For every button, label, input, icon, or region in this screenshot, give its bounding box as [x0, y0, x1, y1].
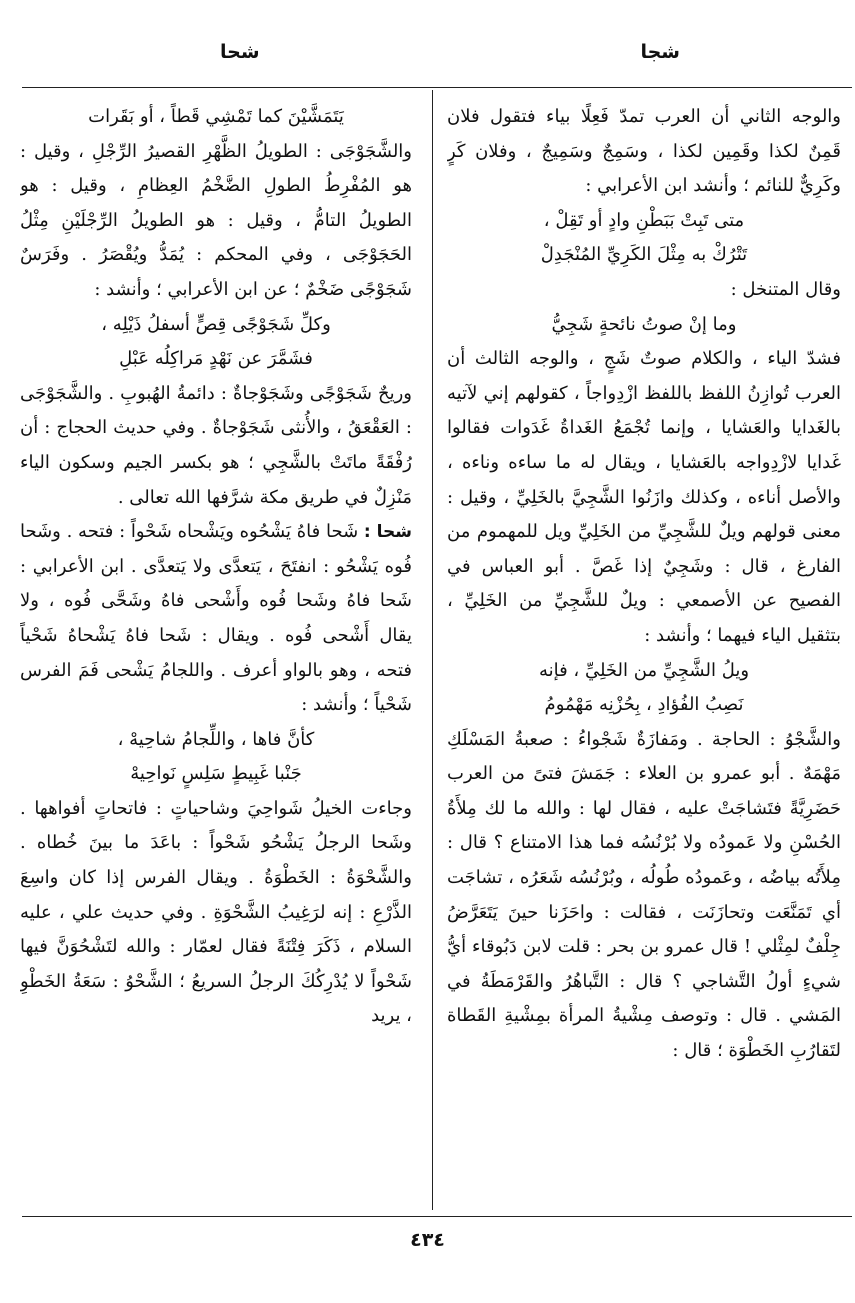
entry-text: شَحا فاهُ يَشْحُوه ويَشْحاه شَحْواً : فتحه . وشَحا فُوه يَشْحُو : انفتَحَ ، يَتعدَّى ولا يَتعدَّى . ابن الأعرابي : شَحا فاهُ وشَحا فُوه وأَشْحى فاهُ وشَحَّى فُوه ، ولا يقال أَشْحى فُوه . ويقال : شَحا فاهُ يَشْحاهُ شَحْياً فتحه ، وهو بالواو أعرف . واللجامُ يَشْحى فَمَ الفرس شَحْياً ؛ وأنشد : [20, 521, 412, 716]
paragraph: وجاءت الخيلُ شَواحِيَ وشاحياتٍ : فاتحاتٍ أفواهها . وشَحا الرجلُ يَشْحُو شَحْواً : باعَدَ ما بينَ خُطاه . والشَّحْوَةُ : الخَطْوَةُ . ويقال الفرس إذا كان واسِعَ الذَّرْعِ : إنه لرَغِيبُ الشَّحْوَةِ . وفي حديث علي ، عليه السلام ، ذَكَرَ فِتْنَةً فقال لعمّار : والله لتَشْحُوَنَّ فيها شَحْواً لا يُدْرِكُكَ الرجلُ السريعُ ؛ الشَّحْوُ : سَعَةُ الخَطْوِ ، يريد [20, 797, 412, 1027]
column-divider [432, 90, 433, 1210]
paragraph: والوجه الثاني أن العرب تمدّ فَعِلًا بياء فتقول فلان قَمِنٌ لكذا وقَمِين لكذا ، وسَمِجٌ وسَمِيجٌ ، وفلان كَرٍ وكَرِيٌّ للنائم ؛ وأنشد ابن الأعرابي : [447, 106, 841, 197]
verse-line: جَنْبا غَبِيطٍ سَلِسٍ نَواحِيهْ [130, 763, 302, 785]
verse-line: ويلُ الشَّجِيِّ من الخَلِيِّ ، فإنه [538, 659, 750, 681]
verse-line: وما إنْ صوتُ نائحةٍ شَجِيُّ [551, 313, 737, 335]
running-head-right: شجا [640, 41, 680, 63]
top-rule [22, 87, 852, 88]
verse-line: متى تَبِتْ بَبَطْنِ وادٍ أو تَقِلْ ، [543, 209, 745, 231]
paragraph: وقال المتنخل : [730, 278, 841, 300]
entry-headword: شحا : [363, 522, 412, 543]
verse-line: تَتْرُكْ به مِثْلَ الكَرِيِّ المُنْجَدِلْ [540, 244, 748, 266]
page-number: ٤٣٤ [410, 1229, 445, 1251]
verse-line: وكلِّ شَجَوْجًى قِصٍّ أسفلُ ذَيْلِه ، [101, 313, 331, 335]
right-column [447, 100, 841, 1206]
verse-line: نَصِبُ الفُؤادِ ، بِحُزْنِه مَهْمُومُ [544, 694, 744, 716]
paragraph: والشَّجْوُ : الحاجة . ومَفازَةٌ شَجْواءُ : صعبةُ المَسْلَكِ مَهْمَهٌ . أبو عمرو بن العلاء : جَمَشَ فتىً من العرب حَضَرِيَّةً فتَشاجَتْ عليه ، فقال لها : والله ما لك مِلأَةُ الحُسْنِ ولا عَمودُه ولا بُرْنُسُه فما هذا الامتناع ؟ قال : مِلأَتُه بياضُه ، وعَمودُه طُولُه ، وبُرْنُسُه شَعَرُه ، تشاجَت أي تَمَنَّعَت وتحازَنَت ، فقالت : واحَزَنا حينَ يَتَعَرَّضُ جِلْفٌ لمِثْلي ! قال عمرو بن بحر : قلت لابن دَبُوقاء أيُّ شيءٍ أولُ التَّشاجي ؟ قال : التَّباهُرُ والقَرْمَطَةُ في المَشي . قال : وتوصف مِشْيةُ المرأة بمِشْيةِ القَطاة لتَقارُبِ الخَطْوَة ؛ قال : [447, 728, 841, 1062]
paragraph: والشَّجَوْجَى : الطويلُ الظَّهْرِ القصيرُ الرِّجْلِ ، وقيل : هو المُفْرِطُ الطولِ الضَّخْمُ العِظامِ ، وقيل : هو الطويلُ التامُّ ، وقيل : هو الطويلُ الرِّجْلَيْنِ مِثْلُ الحَجَوْجَى ، وفي المحكم : يُمَدُّ ويُقْصَرُ . وفَرَسٌ شَجَوْجًى ضَخْمٌ ؛ عن ابن الأعرابي ؛ وأنشد : [20, 140, 412, 300]
entry-paragraph [20, 515, 412, 723]
paragraph: فشدّ الياء ، والكلام صوتٌ شَجٍ ، والوجه الثالث أن العرب تُوازِنُ اللفظ باللفظ ازْدِواجاً ، كقولهم إني لآتيه بالغَدايا والعَشايا ، وإنما تُجْمَعُ الغَداةُ غَدَوات فقالوا غَدايا لازْدِواجه بالعَشايا ، ويقال له ما ساءه وناءه ، والأصل أناءه ، وكذلك وازَنُوا الشَّجِيَّ بالخَلِيِّ ، وقيل : معنى قولهم ويلٌ للشَّجِيِّ من الخَلِيِّ ويل للمهموم من الفارغ ، قال : وشَجِيٌ إذا غَصَّ . أبو العباس في الفصيح عن الأصمعي : ويلٌ للشَّجِيِّ من الخَلِيِّ ، بتثقيل الياء فيهما ؛ وأنشد : [447, 348, 841, 646]
verse-line: يَتَمَشَّيْنَ كما تَمْشِي قَطاً ، أو بَقَرات [88, 106, 344, 127]
left-column [20, 100, 412, 1206]
verse-line: فشَمَّرَ عن نَهْدٍ مَراكِلُه عَبْلِ [119, 348, 313, 370]
paragraph: وريحٌ شَجَوْجًى وشَجَوْجاةٌ : دائمةُ الهُبوبِ . والشَّجَوْجَى : العَقْعَقُ ، والأُنثى شَجَوْجاةٌ . وفي حديث الحجاج : أن رُفْقَةً ماتَتْ بالشَّجِي ؛ هو بكسر الجيم وسكون الياء مَنْزِلٌ في طريق مكة شرَّفها الله تعالى . [20, 382, 412, 508]
verse-line: كأنَّ فاها ، واللِّجامُ شاحِيهْ ، [117, 728, 315, 750]
running-head-left: شحا [220, 41, 260, 63]
bottom-rule [22, 1216, 852, 1217]
